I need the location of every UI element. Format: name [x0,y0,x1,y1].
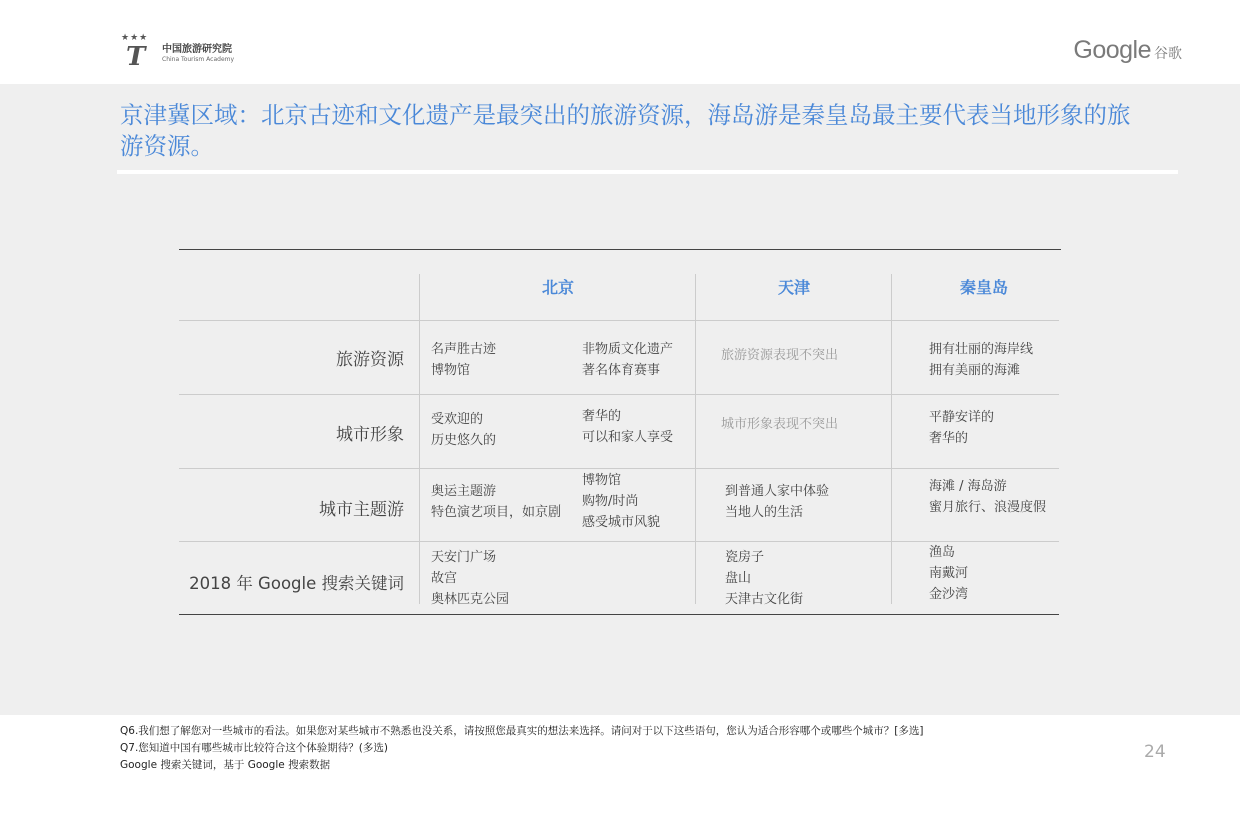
table-cell: 奢华的 可以和家人享受 [582,409,674,445]
column-divider [695,274,696,604]
table-cell: 博物馆 购物/时尚 感受城市风貌 [582,473,661,530]
row-divider [179,468,1059,469]
column-divider [419,274,420,604]
org-name-en: China Tourism Academy [162,56,235,63]
china-tourism-academy-logo [118,33,235,72]
footnote: Q6.我们想了解您对一些城市的看法。如果您对某些城市不熟悉也没关系，请按照您最真实的想法来选择。请问对于以下这些语句，您认为适合形容哪个或哪些个城市？[多选] [120,725,924,737]
slide-body [0,84,1240,715]
header [0,0,1240,84]
google-logo [1073,36,1182,65]
table-cell: 渔岛 南戴河 金沙湾 [929,545,969,602]
row-divider [179,541,1059,542]
row-label: 2018 年 Google 搜索关键词 [189,574,404,593]
footnote: Q7.您知道中国有哪些城市比较符合这个体验期待？(多选) [120,742,388,754]
row-label: 城市主题游 [319,500,404,520]
column-header-beijing: 北京 [541,278,574,297]
table-cell: 拥有壮丽的海岸线 拥有美丽的海滩 [929,342,1034,378]
google-wordmark: Google [1073,36,1151,64]
table-cell: 名声胜古迹 博物馆 [431,342,497,378]
row-label: 旅游资源 [336,350,404,370]
title-divider [117,170,1178,174]
table-bottom-rule [179,614,1059,615]
table-cell: 平静安详的 奢华的 [929,410,995,446]
table-cell: 受欢迎的 历史悠久的 [431,412,497,448]
column-header-qinhuangdao: 秦皇岛 [959,278,1008,297]
table-cell: 天安门广场 故宫 奥林匹克公园 [431,550,510,607]
slide-title: 京津冀区域：北京古迹和文化遗产是最突出的旅游资源，海岛游是秦皇岛最主要代表当地形象的旅游资源。 [120,101,1131,160]
row-divider [179,394,1059,395]
org-name-cn: 中国旅游研究院 [162,44,232,55]
column-divider [891,274,892,604]
table-cell: 到普通人家中体验 当地人的生活 [725,484,830,520]
table-top-rule [179,249,1061,250]
table-cell: 城市形象表现不突出 [721,417,839,432]
table-cell: 奥运主题游 特色演艺项目，如京剧 [431,484,562,520]
academy-emblem-icon: ★★★ T [121,33,149,72]
page-number: 24 [1144,742,1166,762]
footer [0,715,1240,827]
table-cell: 瓷房子 盘山 天津古文化街 [725,550,804,607]
footnotes [120,723,923,774]
row-label: 城市形象 [336,425,404,445]
table-cell: 海滩 / 海岛游 蜜月旅行、浪漫度假 [929,479,1047,515]
row-divider [179,320,1059,321]
footnote: Google 搜索关键词，基于 Google 搜索数据 [120,759,331,771]
table-cell: 非物质文化遗产 著名体育赛事 [582,342,674,378]
table-cell: 旅游资源表现不突出 [721,348,839,363]
google-cn-name: 谷歌 [1154,46,1182,62]
column-header-tianjin: 天津 [777,278,810,297]
